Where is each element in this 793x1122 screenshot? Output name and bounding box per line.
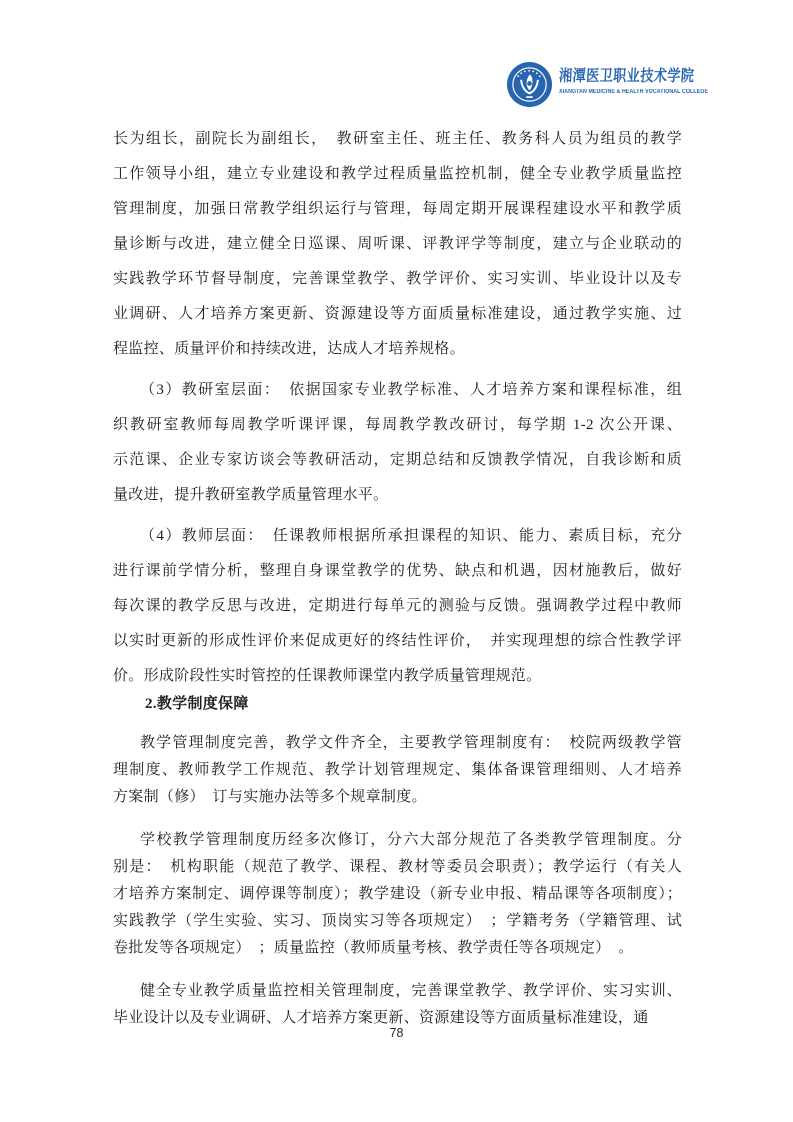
text-line: 程监控、质量评价和持续改进，达成人才培养规格。 xyxy=(113,341,465,357)
college-emblem-icon xyxy=(506,61,553,108)
text-line: 实践教学环节督导制度，完善课堂教学、教学评价、实习实训、毕业设计以及专 xyxy=(113,271,682,287)
college-name-en: XIANGTAN MEDICINE & HEALTH VOCATIONAL COLLEGE xyxy=(559,89,709,95)
text-line: 量改进，提升教研室教学质量管理水平。 xyxy=(113,487,389,503)
college-name-zh: 湘潭医卫职业技术学院 xyxy=(558,68,695,85)
college-logo xyxy=(506,60,709,110)
paragraph xyxy=(113,519,682,694)
paragraph xyxy=(113,978,682,1032)
document-body xyxy=(113,122,682,1032)
section-heading: 2.教学制度保障 xyxy=(145,696,249,712)
text-line: 每次课的教学反思与改进，定期进行每单元的测验与反馈。强调教学过程中教师 xyxy=(113,598,682,614)
text-line: 别是： 机构职能（规范了教学、课程、教材等委员会职责）；教学运行（有关人 xyxy=(113,859,682,875)
text-line: （4）教师层面： 任课教师根据所承担课程的知识、能力、素质目标，充分 xyxy=(140,528,682,544)
text-line: 织教研室教师每周教学听课评课，每周教学教改研讨，每学期 1-2 次公开课、 xyxy=(113,417,682,433)
text-line: （3）教研室层面： 依据国家专业教学标准、人才培养方案和课程标准，组 xyxy=(140,382,682,398)
text-line: 教学管理制度完善，教学文件齐全，主要教学管理制度有： 校院两级教学管 xyxy=(140,735,682,751)
text-line: 业调研、人才培养方案更新、资源建设等方面质量标准建设，通过教学实施、过 xyxy=(113,306,682,322)
text-line: 实践教学（学生实验、实习、顶岗实习等各项规定） ；学籍考务（学籍管理、试 xyxy=(113,913,682,929)
text-line: 卷批发等各项规定） ；质量监控（教师质量考核、教学责任等各项规定） 。 xyxy=(113,940,634,956)
text-line: 管理制度，加强日常教学组织运行与管理，每周定期开展课程建设水平和教学质 xyxy=(113,201,682,217)
paragraph xyxy=(113,122,682,367)
text-line: 才培养方案制定、调停课等制度）；教学建设（新专业申报、精品课等各项制度）； xyxy=(113,886,682,902)
text-line: 示范课、企业专家访谈会等教研活动，定期总结和反馈教学情况，自我诊断和质 xyxy=(113,452,682,468)
college-name-block xyxy=(558,67,709,96)
text-line: 量诊断与改进，建立健全日巡课、周听课、评教评学等制度，建立与企业联动的 xyxy=(113,236,682,252)
text-line: 方案制（修） 订与实施办法等多个规章制度。 xyxy=(113,789,427,805)
text-line: 健全专业教学质量监控相关管理制度，完善课堂教学、教学评价、实习实训、 xyxy=(140,983,682,999)
page-number: 78 xyxy=(389,1026,404,1040)
paragraph xyxy=(113,827,682,962)
text-line: 价。形成阶段性实时管控的任课教师课堂内教学质量管理规范。 xyxy=(113,668,542,684)
paragraph xyxy=(113,730,682,811)
text-line: 理制度、教师教学工作规范、教学计划管理规定、集体备课管理细则、人才培养 xyxy=(113,762,682,778)
text-line: 毕业设计以及专业调研、人才培养方案更新、资源建设等方面质量标准建设，通 xyxy=(113,1010,649,1026)
text-line: 进行课前学情分析，整理自身课堂教学的优势、缺点和机遇，因材施教后，做好 xyxy=(113,563,682,579)
text-line: 以实时更新的形成性评价来促成更好的终结性评价， 并实现理想的综合性教学评 xyxy=(113,633,682,649)
paragraph xyxy=(113,373,682,513)
text-line: 长为组长，副院长为副组长， 教研室主任、班主任、教务科人员为组员的教学 xyxy=(113,131,682,147)
text-line: 学校教学管理制度历经多次修订，分六大部分规范了各类教学管理制度。分 xyxy=(140,832,682,848)
text-line: 工作领导小组，建立专业建设和教学过程质量监控机制，健全专业教学质量监控 xyxy=(113,166,682,182)
